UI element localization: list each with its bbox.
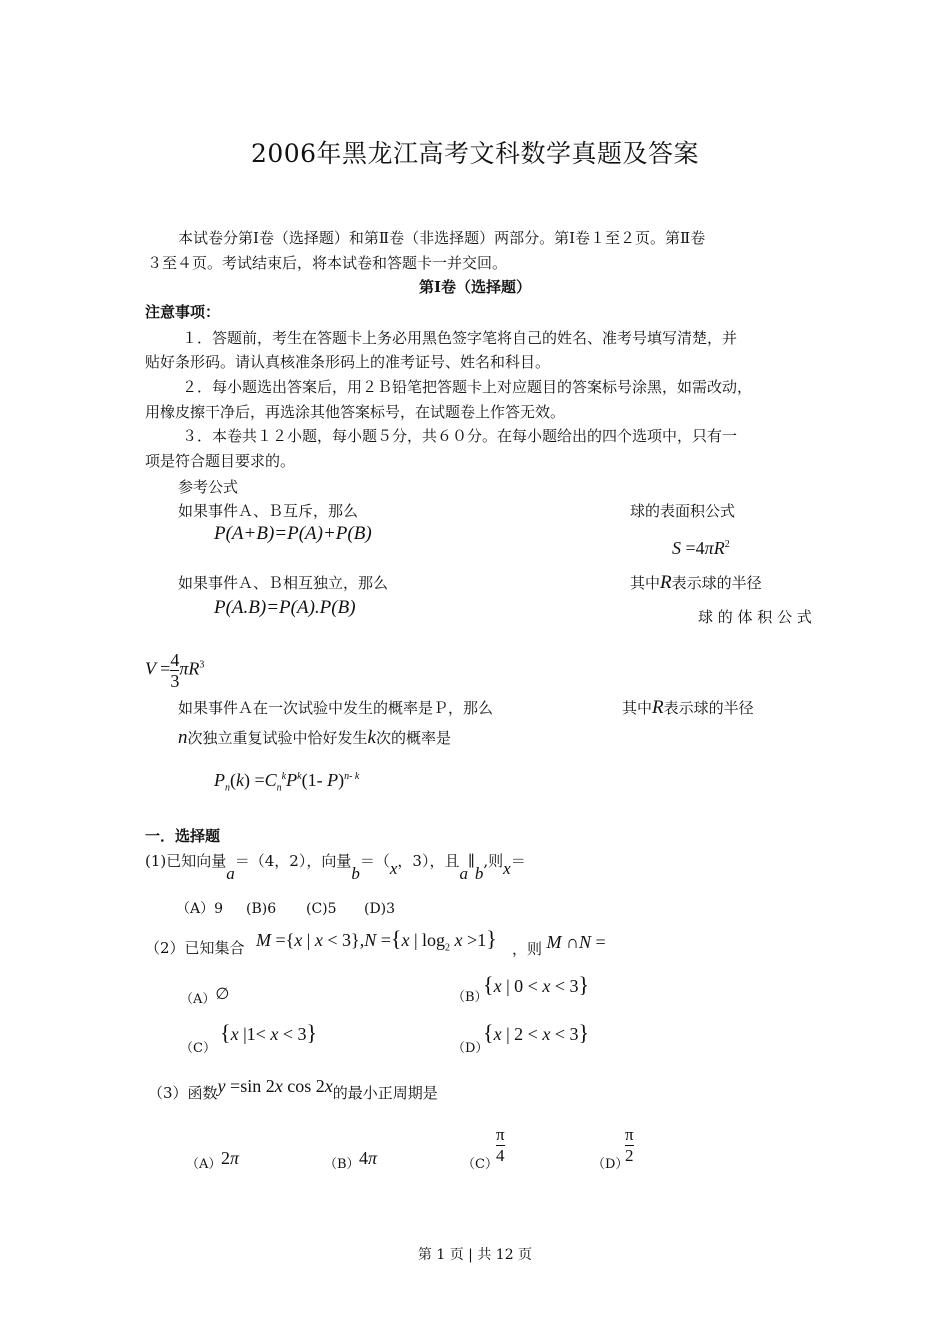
page-footer: 第 1 页 | 共 12 页 [417,1247,533,1263]
q3-option-a-value: 2π [221,1148,240,1168]
q3-option-b-value: 4π [359,1148,378,1168]
q1-option-d: (D)3 [364,901,396,917]
indep-text: 如果事件Ａ、Ｂ相互独立，那么 [178,574,389,592]
q3-stem: （3）函数y =sin 2x cos 2x的最小正周期是 [148,1076,438,1102]
q2-option-a: （A）∅ [180,984,230,1007]
mutex-text: 如果事件Ａ、Ｂ互斥，那么 [178,502,359,520]
q3-option-c-value: $\frac{\pi}{4}$ [496,1125,505,1165]
q2-option-d-set: {x | 2 < x < 3} [483,1020,590,1045]
indep-formula: P(A.B)=P(A).P(B) [214,597,356,618]
sphere-area-title: 球的表面积公式 [630,502,736,520]
section-heading: 第Ⅰ卷（选择题） [418,278,532,296]
sphere-volume-title: 球 的 体 积 公 式 [698,608,812,626]
q2-sets: M ={x | x < 3},N ={x | $\log_2 x >1$} [256,926,497,954]
trial-line: n次独立重复试验中恰好发生k次的概率是 [178,727,451,748]
q2-option-d: （D） [452,1041,489,1056]
radius-note-2: 其中R表示球的半径 [622,697,754,718]
page-title: 2006年黑龙江高考文科数学真题及答案 [250,139,700,168]
binomial-formula: $P_n(k) =C_n^kP^k(1-$ P)$^{n- k}$ [214,770,360,794]
intro-line-2: ３至４页。考试结束后，将本试卷和答题卡一并交回。 [147,254,508,272]
sphere-area-formula: $S =4\pi R^2$ [672,538,730,558]
q3-option-b: （B） [324,1157,360,1172]
prob-line: 如果事件Ａ在一次试验中发生的概率是Ｐ，那么 [178,699,494,717]
note-2b: 用橡皮擦干净后，再选涂其他答案标号，在试题卷上作答无效。 [145,403,566,421]
part1-heading: 一．选择题 [145,827,221,845]
note-1b: 贴好条形码。请认真核准条形码上的准考证号、姓名和科目。 [145,353,551,371]
q2-stem-prefix: （2）已知集合 [145,939,245,957]
q1-option-c: (C)5 [306,901,337,917]
mutex-formula: P(A+B)=P(A)+P(B) [214,523,372,544]
formulas-heading: 参考公式 [178,478,239,496]
q1-option-b: (B)6 [246,901,277,917]
q1-option-a: （A）9 [176,901,224,917]
radius-note-1: 其中R表示球的半径 [630,572,762,593]
q3-option-a: （A） [186,1157,222,1172]
q3-option-d-value: $\frac{\pi}{2}$ [625,1125,634,1165]
q3-option-c: （C） [462,1157,498,1172]
q2-option-b-set: {x | 0 < x < 3} [483,972,590,997]
note-2a: ２．每小题选出答案后，用２Ｂ铅笔把答题卡上对应题目的答案标号涂黑，如需改动， [182,378,753,396]
intro-line-1: 本试卷分第Ⅰ卷（选择题）和第Ⅱ卷（非选择题）两部分。第Ⅰ卷１至２页。第Ⅱ卷 [178,229,706,247]
q2-option-c-set: {x |1< x < 3} [220,1020,318,1045]
note-3b: 项是符合题目要求的。 [145,452,296,470]
q2-option-c: （C） [180,1041,216,1056]
q3-option-d: （D） [592,1157,629,1172]
q2-stem-suffix: ，则 M ∩N = [512,932,606,958]
note-3a: ３．本卷共１２小题，每小题５分，共６０分。在每小题给出的四个选项中，只有一 [182,427,738,445]
note-1a: １．答题前，考生在答题卡上务必用黑色签字笔将自己的姓名、准考号填写清楚，并 [182,329,738,347]
q2-option-b: （B） [452,990,488,1005]
sphere-volume-formula: V = $\frac{4}{3}$ $\pi R^3$ [145,650,205,691]
notes-heading: 注意事项： [145,303,221,321]
q1-stem: (1)已知向量a＝（4，2），向量b＝（x，3），且a∥b,则x＝ [145,852,526,883]
